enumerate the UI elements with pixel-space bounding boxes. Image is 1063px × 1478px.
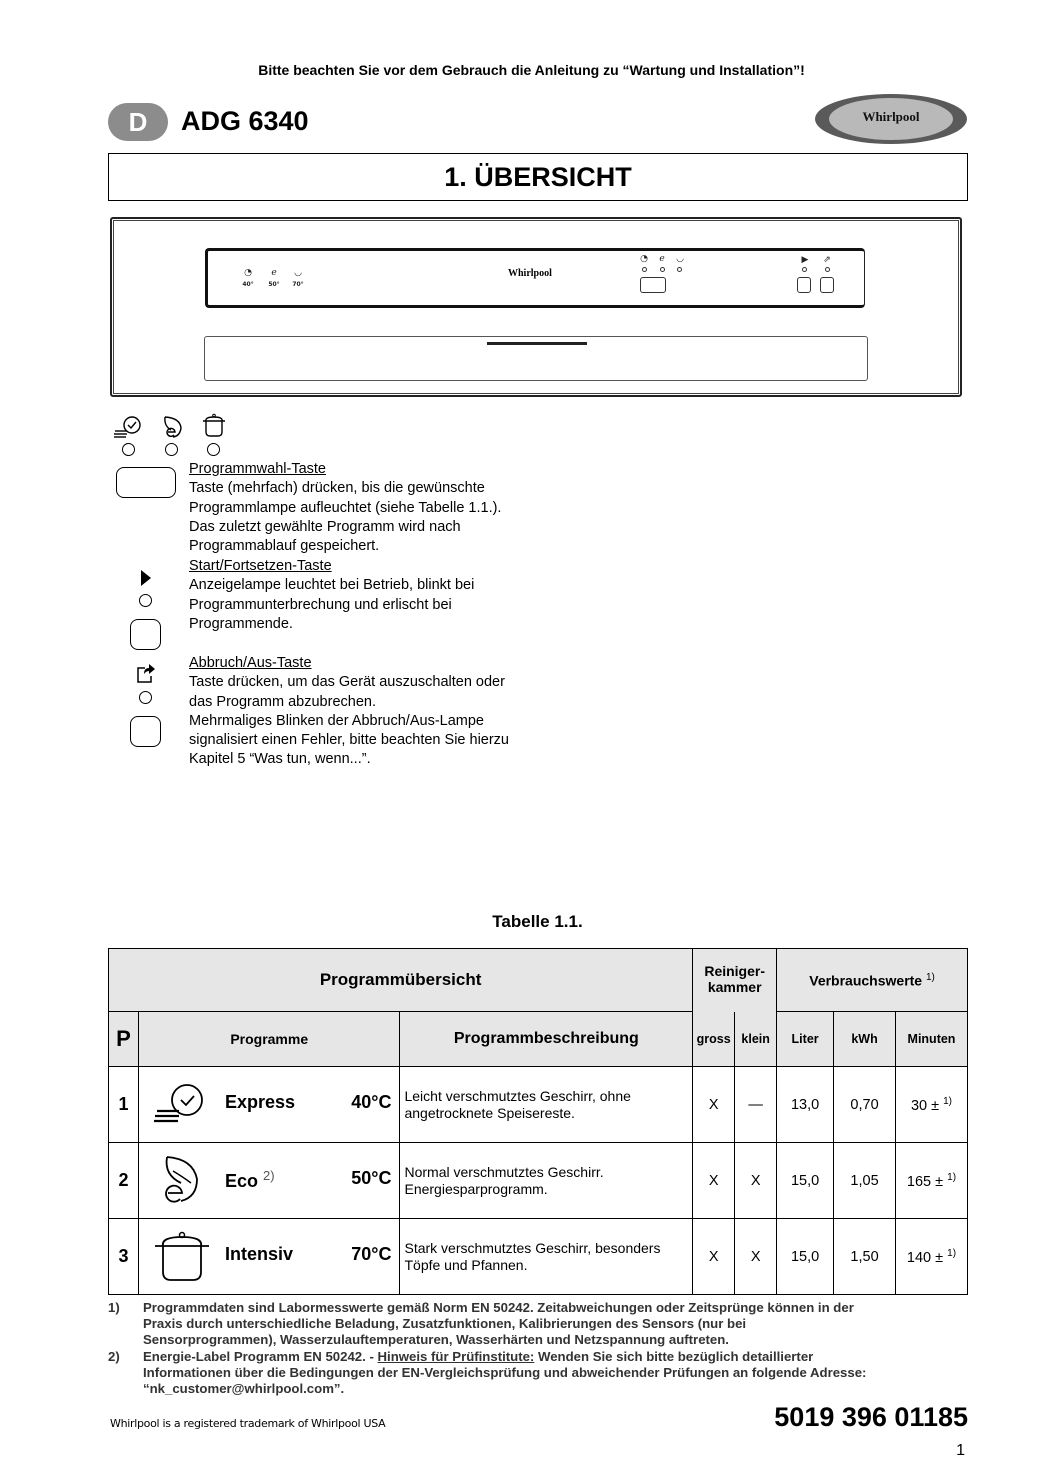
led (677, 267, 682, 272)
eco-lamp (165, 443, 178, 456)
express-icon: ◔ (244, 268, 252, 278)
program-name: Express (224, 1092, 296, 1112)
col-liter: Liter (777, 1012, 834, 1067)
klein-value: X (735, 1219, 777, 1295)
program-description: Leicht verschmutztes Geschirr, ohne angetrocknete Speisereste. (400, 1067, 693, 1143)
minutes-value: 165 ± $^{1)}$ (895, 1143, 967, 1219)
header-consumption: Verbrauchswerte $^{1)}$ (777, 949, 968, 1012)
footnote-2: 2) Energie-Label Programm EN 50242. - Hinweis für Prüfinstitute: Wenden Sie sich bitte bezüglich detaillierter Informationen über die Bedingungen der EN-Vergleichsprüfung und abweichender Prüfungen an folgende Adresse: “nk_customer@whirlpool.com”. (108, 1348, 867, 1397)
program-select-description: Programmwahl-Taste Taste (mehrfach) drücken, bis die gewünschte Programmlampe aufleuchtet (siehe Tabelle 1.1.). Das zuletzt gewählte Programm wird nach Programmablauf gespeichert. (189, 460, 549, 556)
program-button-mini (640, 277, 666, 293)
liter-value: 15,0 (777, 1143, 834, 1219)
table-row (109, 1067, 968, 1143)
kwh-value: 1,50 (834, 1219, 896, 1295)
program-cell (138, 1067, 400, 1143)
program-temp: 70°C (351, 1244, 392, 1264)
intensive-lamp (207, 443, 220, 456)
kwh-value: 0,70 (834, 1067, 896, 1143)
program-description: Normal verschmutztes Geschirr. Energiesparprogramm. (400, 1143, 693, 1219)
cancel-off-button[interactable] (130, 716, 161, 747)
col-description: Programmbeschreibung (400, 1012, 693, 1067)
intensive-pot-icon (153, 1231, 209, 1281)
start-continue-button[interactable] (130, 619, 161, 650)
contact-email: “nk_customer@whirlpool.com”. (143, 1381, 345, 1397)
door-handle-grip (487, 342, 587, 345)
start-title: Start/Fortsetzen-Taste (189, 558, 332, 574)
header-detergent-chamber: Reiniger- kammer (693, 949, 777, 1012)
led (825, 267, 830, 272)
table-row (109, 1219, 968, 1295)
program-cell (138, 1219, 400, 1295)
minutes-value: 30 ± $^{1)}$ (895, 1067, 967, 1143)
document-code: 5019 396 01185 (774, 1402, 968, 1432)
cancel-lamp (139, 691, 152, 704)
program-name: Intensiv (224, 1244, 293, 1264)
header-program-overview: Programmübersicht (109, 949, 693, 1012)
table-caption: Tabelle 1.1. (492, 912, 583, 931)
program-number: 1 (109, 1067, 139, 1143)
start-description: Start/Fortsetzen-Taste Anzeigelampe leuchtet bei Betrieb, blinkt bei Programmunterbrechung und erlischt bei Programmende. (189, 557, 549, 634)
play-icon: ▶ (801, 255, 809, 265)
klein-value: X (735, 1143, 777, 1219)
temp-label: 50° (268, 281, 280, 288)
test-institutes-note: Hinweis für Prüfinstitute: (377, 1348, 535, 1364)
program-description: Stark verschmutztes Geschirr, besonders Töpfe und Pfannen. (400, 1219, 693, 1295)
express-lamp (122, 443, 135, 456)
brand-logo-text: Whirlpool (862, 109, 920, 124)
col-programs: Programme (138, 1012, 400, 1067)
cancel-off-icon (134, 662, 156, 684)
model-title: ADG 6340 (181, 106, 309, 136)
top-notice: Bitte beachten Sie vor dem Gebrauch die Anleitung zu “Wartung und Installation”! (258, 62, 805, 78)
footnotes (108, 1300, 978, 1397)
col-minutes: Minuten (895, 1012, 967, 1067)
program-number: 2 (109, 1143, 139, 1219)
program-table (108, 948, 968, 1295)
panel-brand-logo: Whirlpool (508, 268, 552, 279)
col-kwh: kWh (834, 1012, 896, 1067)
eco-icon (160, 414, 186, 440)
col-klein: klein (735, 1012, 777, 1067)
eco-icon: ℯ (659, 254, 665, 264)
express-icon (113, 414, 145, 440)
start-button-mini (797, 277, 811, 293)
program-number: 3 (109, 1219, 139, 1295)
express-icon: ◔ (640, 254, 648, 264)
section-title: 1. ÜBERSICHT (108, 153, 968, 201)
cancel-button-mini (820, 277, 834, 293)
express-icon (153, 1079, 209, 1129)
temp-label: 40° (242, 281, 254, 288)
language-badge: D (108, 103, 168, 141)
led (660, 267, 665, 272)
eco-icon: ℯ (271, 268, 277, 278)
program-select-button[interactable] (116, 467, 176, 498)
liter-value: 13,0 (777, 1067, 834, 1143)
led (642, 267, 647, 272)
gross-value: X (693, 1219, 735, 1295)
col-p: P (109, 1012, 139, 1067)
program-temp: 40°C (351, 1092, 392, 1112)
program-name: Eco $^{2)}$ (224, 1168, 275, 1191)
gross-value: X (693, 1143, 735, 1219)
trademark-notice: Whirlpool is a registered trademark of Whirlpool USA (110, 1417, 386, 1430)
intensive-pot-icon (201, 413, 227, 439)
liter-value: 15,0 (777, 1219, 834, 1295)
klein-value: — (735, 1067, 777, 1143)
led (802, 267, 807, 272)
page-number: 1 (956, 1442, 965, 1459)
gross-value: X (693, 1067, 735, 1143)
cancel-title: Abbruch/Aus-Taste (189, 655, 312, 671)
cancel-description: Abbruch/Aus-Taste Taste drücken, um das Gerät auszuschalten oder das Programm abzubrechen. Mehrmaliges Blinken der Abbruch/Aus-Lampe signalisiert einen Fehler, bitte beachten Sie hierzu Kapitel 5 “Was tun, wenn...”. (189, 654, 549, 770)
program-cell (138, 1143, 400, 1219)
intensive-pot-icon: ◡ (676, 254, 684, 264)
minutes-value: 140 ± $^{1)}$ (895, 1219, 967, 1295)
table-row (109, 1143, 968, 1219)
col-gross: gross (693, 1012, 735, 1067)
program-select-title: Programmwahl-Taste (189, 461, 326, 477)
cancel-off-icon: ⇗ (823, 255, 831, 265)
start-lamp (139, 594, 152, 607)
kwh-value: 1,05 (834, 1143, 896, 1219)
footnote-1: 1) Programmdaten sind Labormesswerte gemäß Norm EN 50242. Zeitabweichungen oder Zeitsprünge können in der Praxis durch unterschiedliche Beladung, Zusatzfunktionen, Kalibrierungen des Sensors (nur bei Sensorprogrammen), Wasserzulauftemperaturen, Wasserhärten und Netzspannung auftreten. (108, 1300, 854, 1348)
temp-label: 70° (292, 281, 304, 288)
eco-icon (159, 1153, 215, 1203)
play-icon (139, 570, 153, 586)
intensive-pot-icon: ◡ (294, 268, 302, 278)
program-temp: 50°C (351, 1168, 392, 1188)
